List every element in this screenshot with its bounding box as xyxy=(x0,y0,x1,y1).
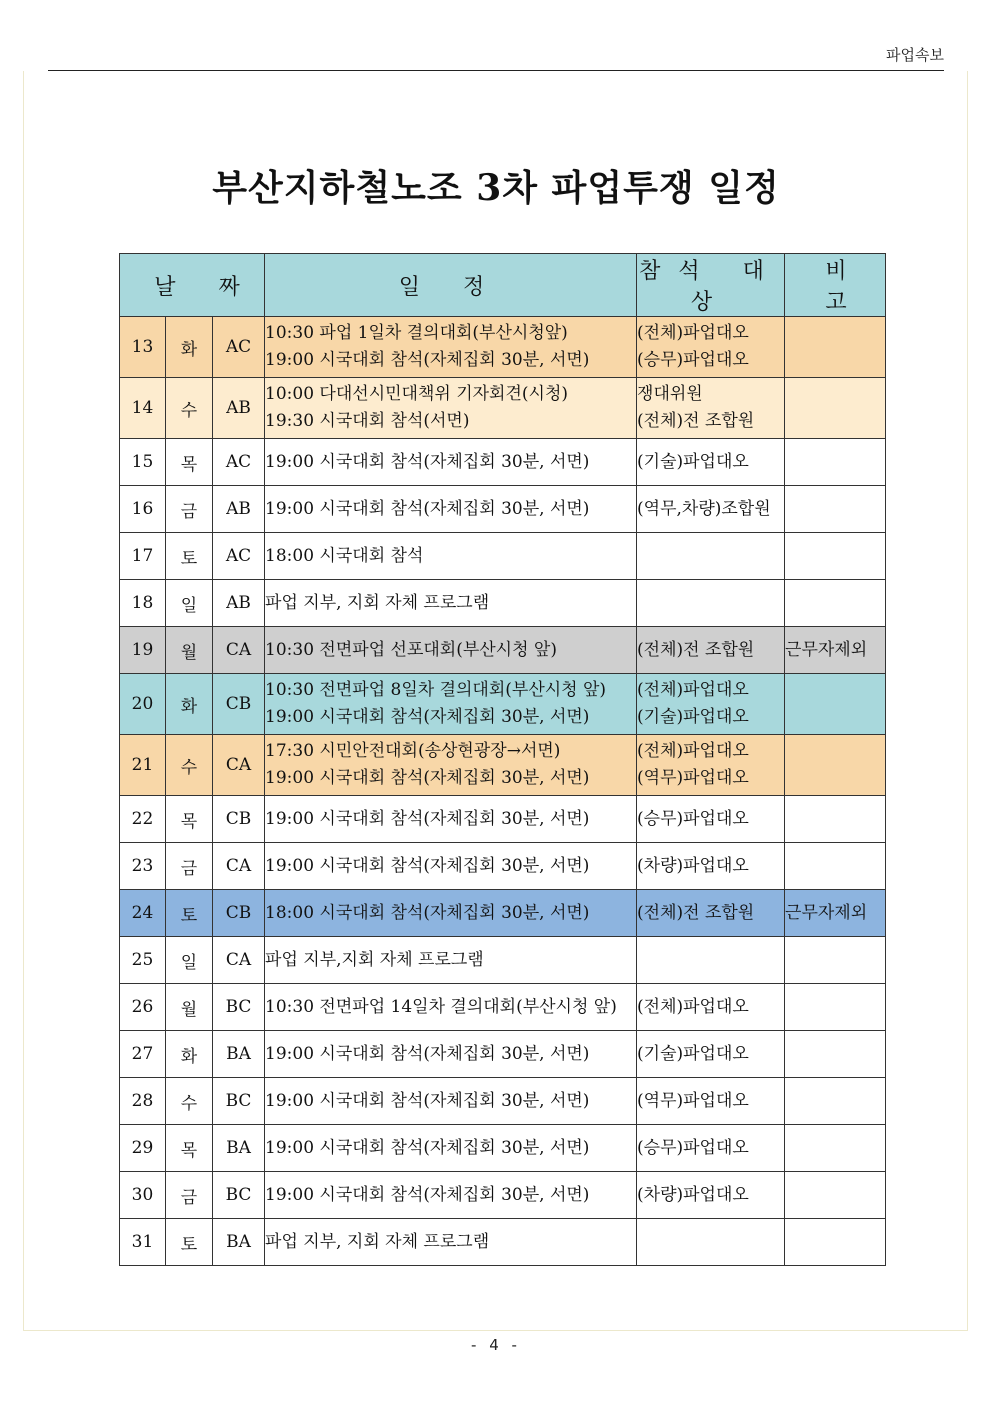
note-cell: 근무자제외 xyxy=(785,627,886,674)
day-cell: 15 xyxy=(120,439,166,486)
weekday-cell: 화 xyxy=(166,1031,213,1078)
table-row xyxy=(120,1125,886,1172)
note-cell xyxy=(785,1078,886,1125)
schedule-cell xyxy=(265,317,637,378)
attendee-line: (전체)파업대오 xyxy=(637,680,749,700)
schedule-line: 19:00 시국대회 참석(자체집회 30분, 서면) xyxy=(265,498,590,519)
table-header-row xyxy=(120,254,886,317)
weekday-cell: 수 xyxy=(166,735,213,796)
note-cell xyxy=(785,1172,886,1219)
shift-cell: CA xyxy=(213,937,265,984)
schedule-cell xyxy=(265,937,637,984)
schedule-cell xyxy=(265,843,637,890)
shift-cell: BC xyxy=(213,1078,265,1125)
day-cell: 27 xyxy=(120,1031,166,1078)
table-row xyxy=(120,439,886,486)
attendee-line: (역무)파업대오 xyxy=(637,1090,749,1111)
attendees-cell xyxy=(637,674,785,735)
shift-cell: BA xyxy=(213,1125,265,1172)
day-cell: 14 xyxy=(120,378,166,439)
schedule-cell xyxy=(265,674,637,735)
schedule-line: 10:30 파업 1일차 결의대회(부산시청앞) xyxy=(265,323,568,343)
attendees-cell xyxy=(637,984,785,1031)
attendees-cell xyxy=(637,735,785,796)
note-cell xyxy=(785,796,886,843)
note-cell xyxy=(785,674,886,735)
schedule-cell xyxy=(265,486,637,533)
weekday-cell: 금 xyxy=(166,843,213,890)
shift-cell: CB xyxy=(213,796,265,843)
schedule-cell xyxy=(265,1125,637,1172)
attendee-line: (전체)파업대오 xyxy=(637,741,749,761)
schedule-line: 10:30 전면파업 선포대회(부산시청 앞) xyxy=(265,639,557,660)
schedule-cell xyxy=(265,796,637,843)
weekday-cell: 목 xyxy=(166,796,213,843)
shift-cell: CB xyxy=(213,674,265,735)
attendees-cell xyxy=(637,378,785,439)
table-row xyxy=(120,1219,886,1266)
header-note: 비 고 xyxy=(785,254,886,317)
day-cell: 19 xyxy=(120,627,166,674)
schedule-line: 18:00 시국대회 참석(자체집회 30분, 서면) xyxy=(265,902,590,923)
table-row xyxy=(120,317,886,378)
note-cell: 근무자제외 xyxy=(785,890,886,937)
schedule-line: 18:00 시국대회 참석 xyxy=(265,545,424,566)
schedule-line: 파업 지부, 지회 자체 프로그램 xyxy=(265,1231,490,1252)
note-cell xyxy=(785,317,886,378)
shift-cell: AC xyxy=(213,317,265,378)
schedule-line: 19:00 시국대회 참석(자체집회 30분, 서면) xyxy=(265,855,590,876)
schedule-line: 17:30 시민안전대회(송상현광장→서면) xyxy=(265,741,561,761)
schedule-table xyxy=(119,253,886,1266)
table-row xyxy=(120,378,886,439)
shift-cell: BC xyxy=(213,984,265,1031)
attendee-line: (승무)파업대오 xyxy=(637,350,749,370)
day-cell: 16 xyxy=(120,486,166,533)
schedule-line: 파업 지부,지회 자체 프로그램 xyxy=(265,949,484,970)
schedule-line: 19:30 시국대회 참석(서면) xyxy=(265,411,470,431)
attendees-cell xyxy=(637,439,785,486)
schedule-line: 19:00 시국대회 참석(자체집회 30분, 서면) xyxy=(265,1137,590,1158)
shift-cell: BC xyxy=(213,1172,265,1219)
table-row xyxy=(120,890,886,937)
table-row xyxy=(120,843,886,890)
attendees-cell xyxy=(637,317,785,378)
weekday-cell: 목 xyxy=(166,1125,213,1172)
schedule-cell xyxy=(265,439,637,486)
weekday-cell: 토 xyxy=(166,1219,213,1266)
schedule-cell xyxy=(265,378,637,439)
attendee-line: (기술)파업대오 xyxy=(637,1043,749,1064)
schedule-line: 19:00 시국대회 참석(자체집회 30분, 서면) xyxy=(265,808,590,829)
note-cell xyxy=(785,735,886,796)
note-cell xyxy=(785,439,886,486)
day-cell: 28 xyxy=(120,1078,166,1125)
schedule-cell xyxy=(265,890,637,937)
attendee-line: (기술)파업대오 xyxy=(637,451,749,472)
attendee-line: 쟁대위원 xyxy=(637,384,703,404)
schedule-line: 19:00 시국대회 참석(자체집회 30분, 서면) xyxy=(265,350,590,370)
note-cell xyxy=(785,937,886,984)
table-row xyxy=(120,1031,886,1078)
weekday-cell: 월 xyxy=(166,627,213,674)
weekday-cell: 금 xyxy=(166,486,213,533)
header-schedule: 일 정 xyxy=(265,254,637,317)
table-row xyxy=(120,533,886,580)
shift-cell: CB xyxy=(213,890,265,937)
attendees-cell xyxy=(637,533,785,580)
schedule-line: 10:30 전면파업 14일차 결의대회(부산시청 앞) xyxy=(265,996,617,1017)
schedule-cell xyxy=(265,1031,637,1078)
table-row xyxy=(120,627,886,674)
header-attendees: 참석 대상 xyxy=(637,254,785,317)
weekday-cell: 화 xyxy=(166,674,213,735)
table-row xyxy=(120,796,886,843)
schedule-line: 10:30 전면파업 8일차 결의대회(부산시청 앞) xyxy=(265,680,607,700)
note-cell xyxy=(785,843,886,890)
day-cell: 25 xyxy=(120,937,166,984)
day-cell: 30 xyxy=(120,1172,166,1219)
attendee-line: (차량)파업대오 xyxy=(637,1184,749,1205)
weekday-cell: 수 xyxy=(166,1078,213,1125)
day-cell: 21 xyxy=(120,735,166,796)
table-row xyxy=(120,937,886,984)
table-row xyxy=(120,984,886,1031)
schedule-cell xyxy=(265,735,637,796)
schedule-line: 19:00 시국대회 참석(자체집회 30분, 서면) xyxy=(265,707,590,727)
schedule-cell xyxy=(265,1219,637,1266)
schedule-line: 19:00 시국대회 참석(자체집회 30분, 서면) xyxy=(265,1184,590,1205)
note-cell xyxy=(785,486,886,533)
attendee-line: (기술)파업대오 xyxy=(637,707,749,727)
shift-cell: AC xyxy=(213,439,265,486)
attendees-cell xyxy=(637,1078,785,1125)
shift-cell: AB xyxy=(213,486,265,533)
day-cell: 26 xyxy=(120,984,166,1031)
attendees-cell xyxy=(637,580,785,627)
schedule-line: 19:00 시국대회 참석(자체집회 30분, 서면) xyxy=(265,451,590,472)
day-cell: 17 xyxy=(120,533,166,580)
page-number: - 4 - xyxy=(471,1336,521,1354)
day-cell: 31 xyxy=(120,1219,166,1266)
table-row xyxy=(120,486,886,533)
schedule-line: 19:00 시국대회 참석(자체집회 30분, 서면) xyxy=(265,1043,590,1064)
day-cell: 24 xyxy=(120,890,166,937)
day-cell: 13 xyxy=(120,317,166,378)
attendee-line: (전체)전 조합원 xyxy=(637,639,755,660)
shift-cell: CA xyxy=(213,627,265,674)
note-cell xyxy=(785,1125,886,1172)
schedule-cell xyxy=(265,533,637,580)
page-title: 부산지하철노조 3차 파업투쟁 일정 xyxy=(212,167,780,209)
attendees-cell xyxy=(637,796,785,843)
weekday-cell: 토 xyxy=(166,533,213,580)
header-date: 날 짜 xyxy=(120,254,265,317)
attendee-line: (승무)파업대오 xyxy=(637,808,749,829)
schedule-cell xyxy=(265,1172,637,1219)
attendees-cell xyxy=(637,486,785,533)
day-cell: 18 xyxy=(120,580,166,627)
attendees-cell xyxy=(637,1172,785,1219)
weekday-cell: 토 xyxy=(166,890,213,937)
note-cell xyxy=(785,378,886,439)
day-cell: 29 xyxy=(120,1125,166,1172)
attendees-cell xyxy=(637,1219,785,1266)
weekday-cell: 화 xyxy=(166,317,213,378)
attendee-line: (역무,차량)조합원 xyxy=(637,498,771,519)
note-cell xyxy=(785,533,886,580)
attendee-line: (전체)전 조합원 xyxy=(637,411,755,431)
weekday-cell: 월 xyxy=(166,984,213,1031)
table-row xyxy=(120,580,886,627)
attendees-cell xyxy=(637,843,785,890)
attendee-line: (승무)파업대오 xyxy=(637,1137,749,1158)
shift-cell: BA xyxy=(213,1219,265,1266)
schedule-line: 19:00 시국대회 참석(자체집회 30분, 서면) xyxy=(265,1090,590,1111)
attendees-cell xyxy=(637,937,785,984)
shift-cell: CA xyxy=(213,735,265,796)
table-row xyxy=(120,735,886,796)
weekday-cell: 일 xyxy=(166,580,213,627)
schedule-cell xyxy=(265,627,637,674)
day-cell: 22 xyxy=(120,796,166,843)
schedule-cell xyxy=(265,580,637,627)
table-row xyxy=(120,674,886,735)
shift-cell: AB xyxy=(213,378,265,439)
day-cell: 20 xyxy=(120,674,166,735)
weekday-cell: 일 xyxy=(166,937,213,984)
note-cell xyxy=(785,580,886,627)
schedule-cell xyxy=(265,984,637,1031)
attendee-line: (차량)파업대오 xyxy=(637,855,749,876)
attendee-line: (역무)파업대오 xyxy=(637,768,749,788)
shift-cell: AB xyxy=(213,580,265,627)
shift-cell: AC xyxy=(213,533,265,580)
shift-cell: CA xyxy=(213,843,265,890)
attendees-cell xyxy=(637,627,785,674)
shift-cell: BA xyxy=(213,1031,265,1078)
note-cell xyxy=(785,984,886,1031)
weekday-cell: 금 xyxy=(166,1172,213,1219)
schedule-line: 19:00 시국대회 참석(자체집회 30분, 서면) xyxy=(265,768,590,788)
table-row xyxy=(120,1172,886,1219)
note-cell xyxy=(785,1031,886,1078)
weekday-cell: 수 xyxy=(166,378,213,439)
attendee-line: (전체)파업대오 xyxy=(637,323,749,343)
schedule-body xyxy=(120,317,886,1266)
attendees-cell xyxy=(637,1031,785,1078)
weekday-cell: 목 xyxy=(166,439,213,486)
document-header-label: 파업속보 xyxy=(886,46,944,64)
attendee-line: (전체)파업대오 xyxy=(637,996,749,1017)
schedule-cell xyxy=(265,1078,637,1125)
note-cell xyxy=(785,1219,886,1266)
day-cell: 23 xyxy=(120,843,166,890)
schedule-line: 10:00 다대선시민대책위 기자회견(시청) xyxy=(265,384,569,404)
schedule-line: 파업 지부, 지회 자체 프로그램 xyxy=(265,592,490,613)
attendee-line: (전체)전 조합원 xyxy=(637,902,755,923)
attendees-cell xyxy=(637,1125,785,1172)
table-row xyxy=(120,1078,886,1125)
attendees-cell xyxy=(637,890,785,937)
